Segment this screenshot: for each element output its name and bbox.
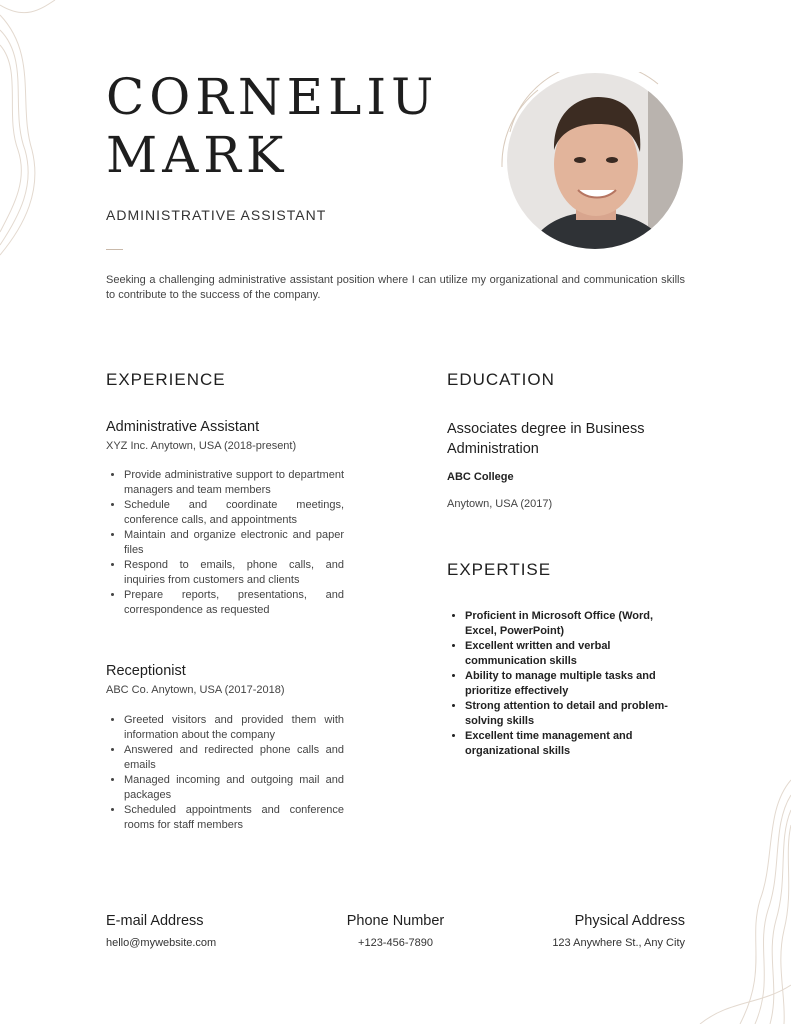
job-meta: ABC Co. Anytown, USA (2017-2018) (106, 684, 285, 696)
education-heading: EDUCATION (447, 370, 555, 389)
job-duties-list (106, 468, 344, 618)
job-meta: XYZ Inc. Anytown, USA (2018-present) (106, 440, 297, 452)
list-item: • Managed incoming and outgoing mail and packages (124, 773, 344, 803)
education-school: ABC College (447, 471, 514, 483)
list-item: • Prepare reports, presentations, and correspondence as requested (124, 588, 344, 618)
summary-text: Seeking a challenging administrative assistant position where I can utilize my organizational and communication skills to contribute to the success of the company. (106, 274, 685, 301)
list-item: • Ability to manage multiple tasks and prioritize effectively (465, 669, 685, 699)
phone-label: Phone Number (346, 913, 445, 929)
last-name: MARK (106, 126, 289, 184)
expertise-heading: EXPERTISE (447, 560, 552, 579)
experience-heading: EXPERIENCE (106, 370, 226, 389)
list-item: • Answered and redirected phone calls and emails (124, 743, 344, 773)
profile-photo (498, 72, 688, 252)
expertise-list (447, 609, 685, 759)
list-item: • Proficient in Microsoft Office (Word, Excel, PowerPoint) (465, 609, 685, 639)
phone-value[interactable]: +123-456-7890 (358, 937, 433, 949)
job-role: ADMINISTRATIVE ASSISTANT (106, 207, 327, 223)
email-label: E-mail Address (106, 913, 204, 929)
divider-dash (106, 249, 123, 250)
decorative-lines-bottom-right (660, 770, 791, 1024)
list-item: • Respond to emails, phone calls, and inquiries from customers and clients (124, 558, 344, 588)
list-item: • Maintain and organize electronic and paper files (124, 528, 344, 558)
list-item: • Excellent written and verbal communication skills (465, 639, 685, 669)
list-item: • Greeted visitors and provided them with information about the company (124, 713, 344, 743)
address-value: 123 Anywhere St., Any City (552, 937, 685, 949)
first-name: CORNELIU (106, 68, 439, 126)
decorative-lines-top-left (0, 0, 60, 260)
job-duties-list (106, 713, 344, 833)
job-title: Administrative Assistant (106, 419, 260, 435)
list-item: • Scheduled appointments and conference rooms for staff members (124, 803, 344, 833)
candidate-name (106, 68, 438, 184)
education-location: Anytown, USA (2017) (447, 498, 553, 510)
education-degree: Associates degree in Business Administration (447, 421, 645, 457)
job-title: Receptionist (106, 663, 186, 679)
list-item: • Provide administrative support to department managers and team members (124, 468, 344, 498)
list-item: • Schedule and coordinate meetings, conference calls, and appointments (124, 498, 344, 528)
email-value[interactable]: hello@mywebsite.com (106, 937, 217, 949)
address-label: Physical Address (574, 913, 685, 929)
list-item: • Excellent time management and organizational skills (465, 729, 685, 759)
list-item: • Strong attention to detail and problem-solving skills (465, 699, 685, 729)
